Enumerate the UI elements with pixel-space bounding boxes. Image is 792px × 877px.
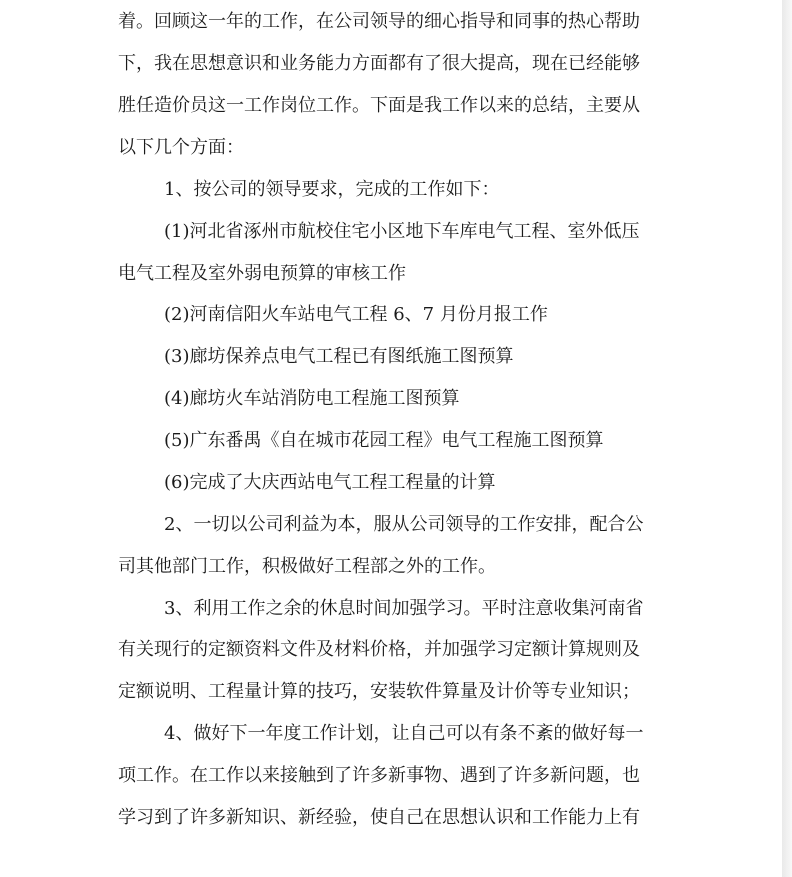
text-line: 电气工程及室外弱电预算的审核工作: [118, 263, 406, 284]
text-line: 定额说明、工程量计算的技巧，安装软件算量及计价等专业知识；: [118, 681, 640, 702]
text-line: (6)完成了大庆西站电气工程工程量的计算: [164, 472, 496, 493]
text-line: 3、利用工作之余的休息时间加强学习。平时注意收集河南省: [164, 598, 644, 619]
text-line: 胜任造价员这一工作岗位工作。下面是我工作以来的总结，主要从: [118, 95, 640, 116]
text-line: 司其他部门工作，积极做好工程部之外的工作。: [118, 556, 496, 577]
text-line: 着。回顾这一年的工作，在公司领导的细心指导和同事的热心帮助: [118, 11, 640, 32]
text-line: (1)河北省涿州市航校住宅小区地下车库电气工程、室外低压: [164, 221, 640, 242]
text-line: 项工作。在工作以来接触到了许多新事物、遇到了许多新问题，也: [118, 765, 640, 786]
text-line: (5)广东番禺《自在城市花园工程》电气工程施工图预算: [164, 430, 604, 451]
text-line: 下，我在思想意识和业务能力方面都有了很大提高，现在已经能够: [118, 53, 640, 74]
text-line: 学习到了许多新知识、新经验，使自己在思想认识和工作能力上有: [118, 807, 640, 828]
text-line: 1、按公司的领导要求，完成的工作如下：: [164, 179, 500, 200]
text-line: (4)廊坊火车站消防电工程施工图预算: [164, 388, 460, 409]
text-line: (2)河南信阳火车站电气工程 6、7 月份月报工作: [164, 304, 548, 325]
text-line: 4、做好下一年度工作计划，让自己可以有条不紊的做好每一: [164, 723, 644, 744]
text-line: 有关现行的定额资料文件及材料价格，并加强学习定额计算规则及: [118, 639, 640, 660]
text-line: (3)廊坊保养点电气工程已有图纸施工图预算: [164, 346, 514, 367]
text-line: 以下几个方面：: [118, 137, 244, 158]
page-edge-shadow: [782, 0, 792, 877]
text-line: 2、一切以公司利益为本，服从公司领导的工作安排，配合公: [164, 514, 644, 535]
